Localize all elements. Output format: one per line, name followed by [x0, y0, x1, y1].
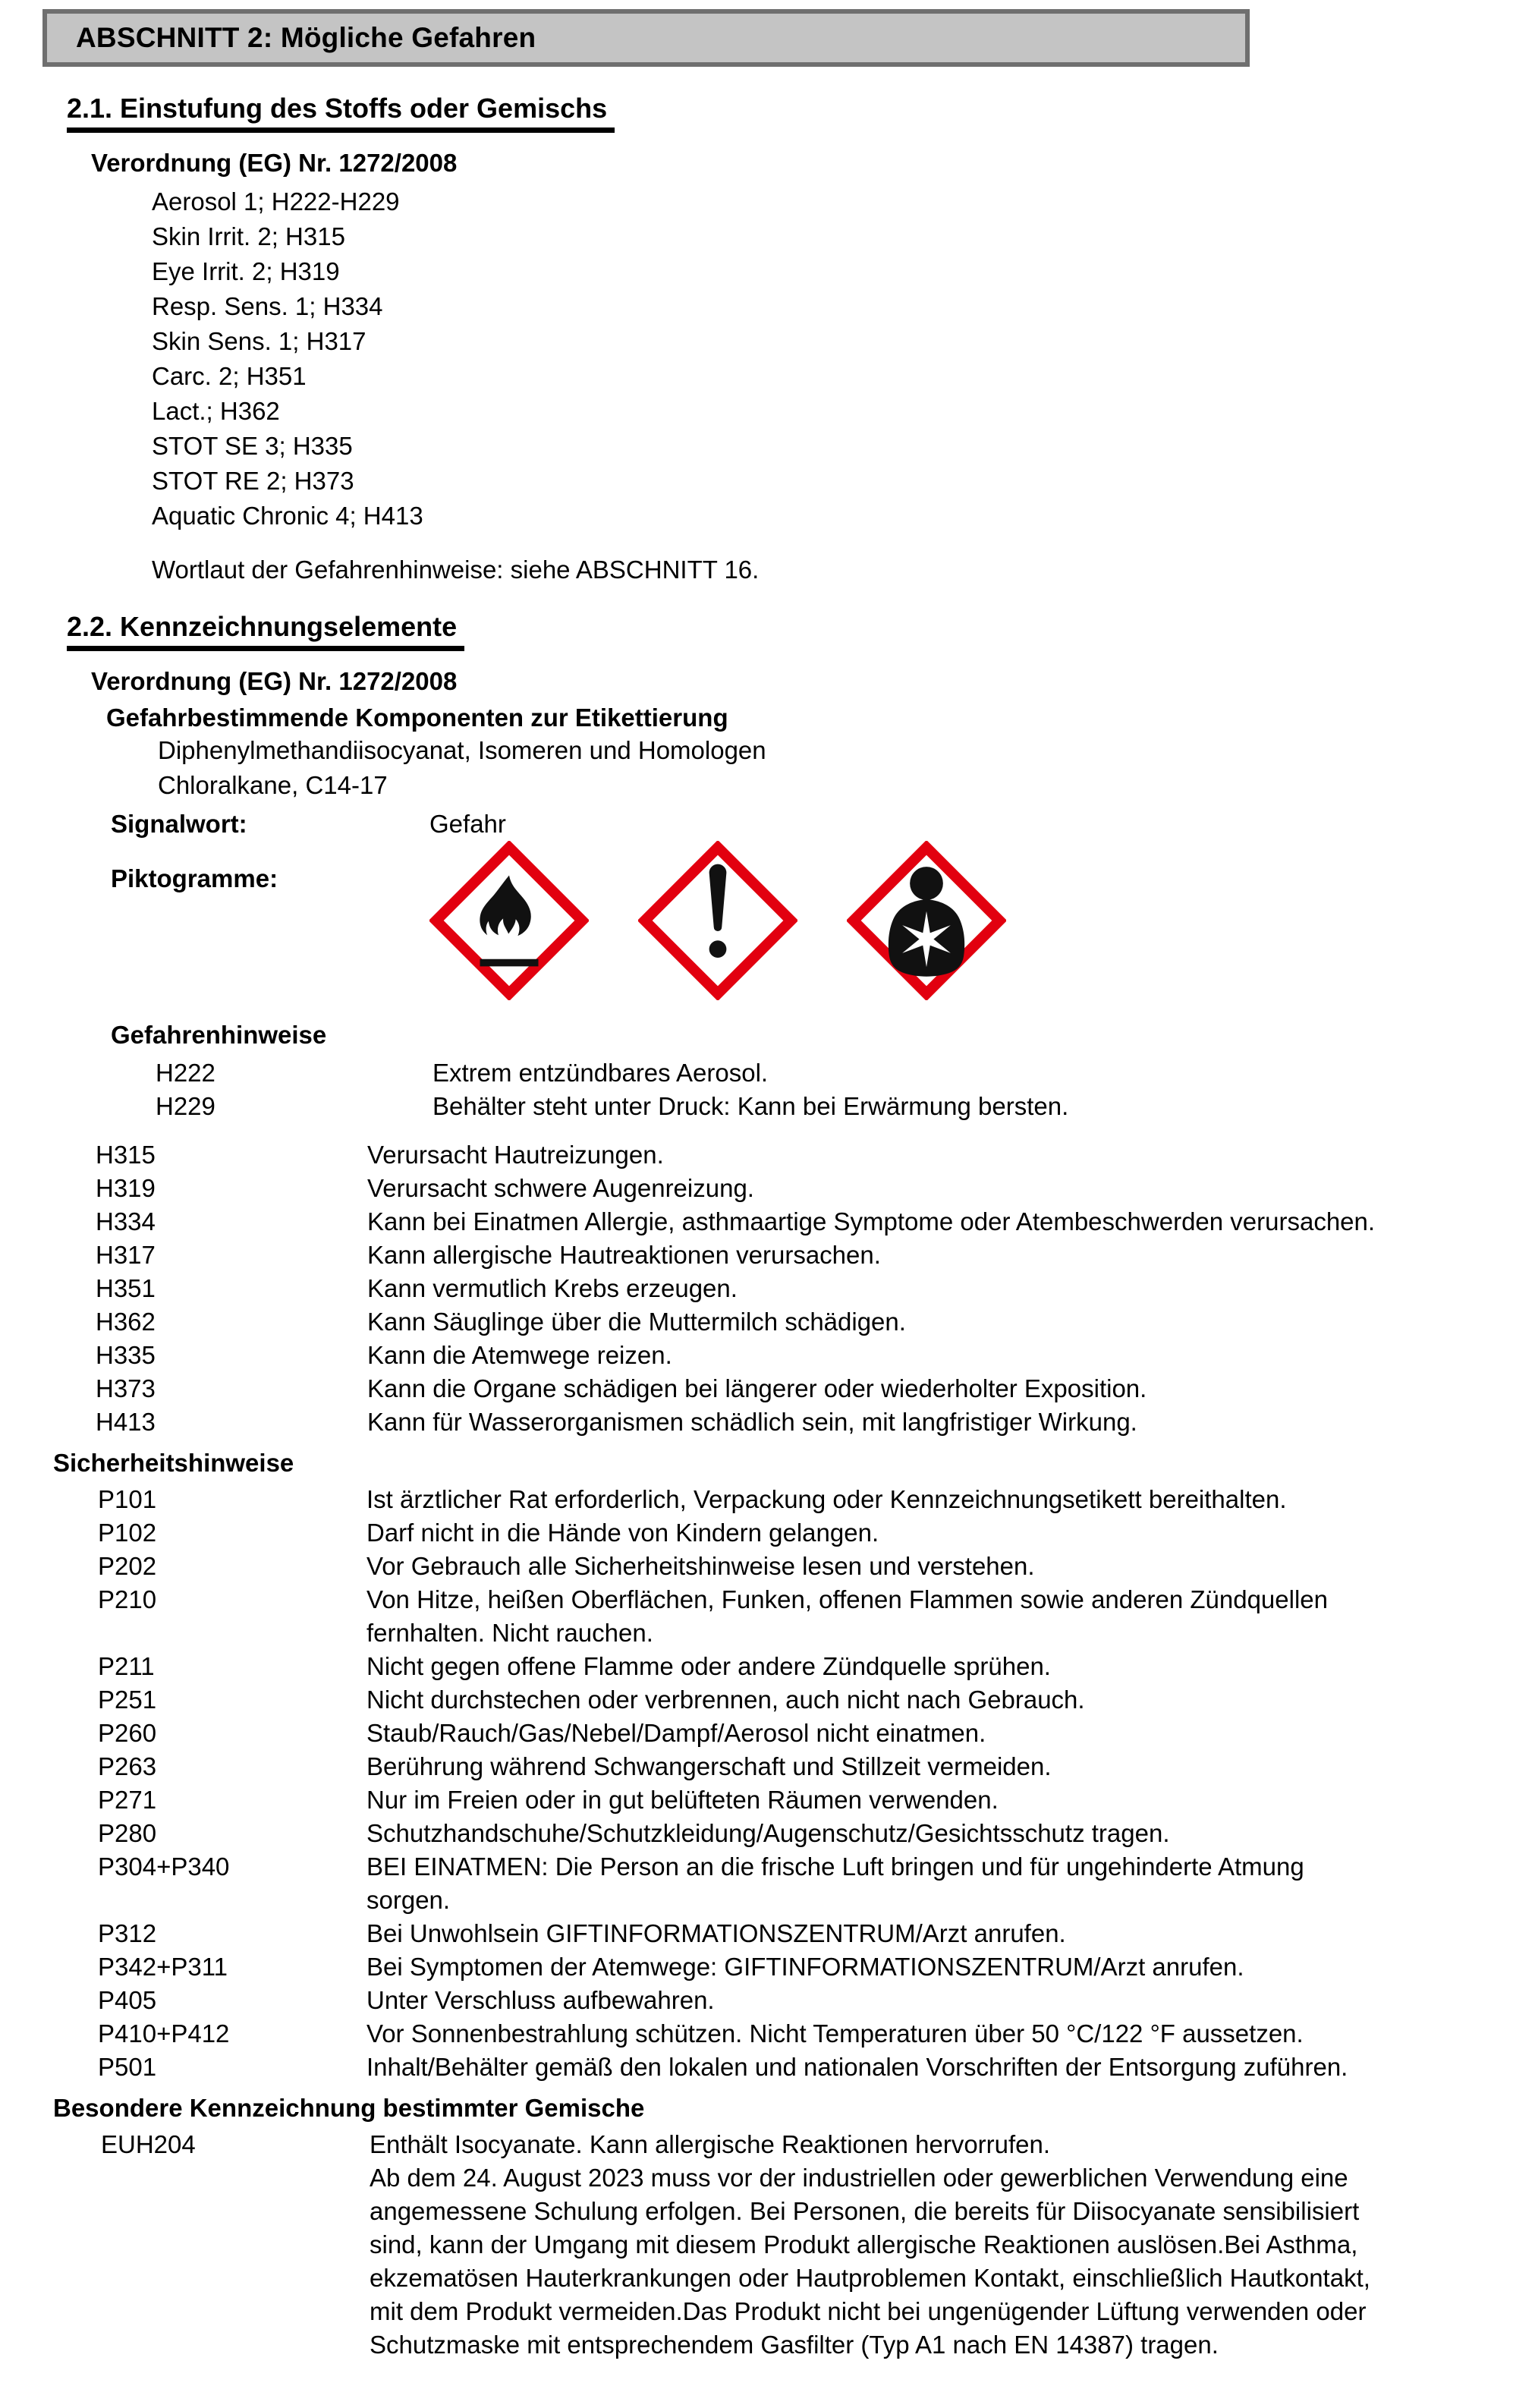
classification-row	[152, 289, 1535, 324]
statement-code: P271	[98, 1786, 157, 1814]
statement-text: Bei Unwohlsein GIFTINFORMATIONSZENTRUM/Arzt anrufen.	[366, 1919, 1066, 1947]
statement-text: Kann für Wasserorganismen schädlich sein, mit langfristiger Wirkung.	[367, 1408, 1137, 1436]
statement-text: Kann die Atemwege reizen.	[367, 1341, 672, 1369]
statement-text: Verursacht schwere Augenreizung.	[367, 1174, 754, 1202]
classification-text: Aquatic Chronic 4; H413	[152, 502, 423, 530]
statement-text: BEI EINATMEN: Die Person an die frische Luft bringen und für ungehinderte Atmung sorgen.	[366, 1852, 1304, 1914]
statement-code: P410+P412	[98, 2019, 230, 2048]
precautionary-statement-row	[98, 1984, 1535, 2017]
classification-row	[152, 464, 1535, 499]
special-statement-row	[101, 2128, 1535, 2362]
precautionary-statement-row	[98, 1917, 1535, 1950]
statement-code: P405	[98, 1986, 157, 2014]
statement-text: Bei Symptomen der Atemwege: GIFTINFORMATIONSZENTRUM/Arzt anrufen.	[366, 1953, 1244, 1981]
hazard-statement-row	[96, 1339, 1535, 1372]
precautionary-statement-row	[98, 1850, 1535, 1917]
precautionary-statements-heading: Sicherheitshinweise	[53, 1449, 294, 1477]
statement-text: Vor Sonnenbestrahlung schützen. Nicht Temperaturen über 50 °C/122 °F aussetzen.	[366, 2019, 1304, 2048]
statement-code: P210	[98, 1585, 157, 1613]
hazard-statement-row	[96, 1305, 1535, 1339]
primary-hazard-statement-list	[156, 1056, 1535, 1123]
precautionary-statement-row	[98, 1650, 1535, 1683]
labelling-components-list	[158, 733, 1535, 803]
section-header-title: ABSCHNITT 2: Mögliche Gefahren	[76, 22, 536, 53]
statement-text	[370, 2128, 1394, 2362]
classification-text: Lact.; H362	[152, 397, 280, 425]
pictograms-row	[111, 841, 1535, 1000]
regulation-heading-2-1: Verordnung (EG) Nr. 1272/2008	[91, 149, 458, 177]
statement-text: Extrem entzündbares Aerosol.	[433, 1059, 769, 1087]
signal-word-row	[111, 809, 1535, 839]
statement-code: H229	[156, 1092, 215, 1120]
precautionary-statement-row	[98, 2051, 1535, 2084]
statement-text: Verursacht Hautreizungen.	[367, 1141, 664, 1169]
classification-row	[152, 499, 1535, 534]
subsection-2-2-heading: 2.2. Kennzeichnungselemente	[67, 611, 464, 651]
classification-text: STOT RE 2; H373	[152, 467, 354, 495]
labelling-component-row	[158, 768, 1535, 803]
labelling-components-heading: Gefahrbestimmende Komponenten zur Etikettierung	[106, 704, 728, 732]
signal-word-label: Signalwort:	[111, 810, 247, 838]
precautionary-statement-row	[98, 1783, 1535, 1817]
statement-text: Kann Säuglinge über die Muttermilch schädigen.	[367, 1308, 906, 1336]
hazard-statement-row	[96, 1239, 1535, 1272]
statement-code: H315	[96, 1141, 156, 1169]
statement-text-line: Ab dem 24. August 2023 muss vor der industriellen oder gewerblichen Verwendung eine angemessene Schulung erfolgen. Bei Personen, die bereits für Diisocyanate sensibilisiert sind, kann der Umgang mit diesem Produkt allergische Reaktionen auslösen.Bei Asthma, ekzematösen Hauterkrankungen oder Hautproblemen Kontakt, einschließlich Hautkontakt, mit dem Produkt vermeiden.Das Produkt nicht bei ungenügender Lüftung verwenden oder Schutzmaske mit entsprechendem Gasfilter (Typ A1 nach EN 14387) tragen.	[370, 2164, 1370, 2359]
subsection-2-1-heading: 2.1. Einstufung des Stoffs oder Gemischs	[67, 93, 615, 133]
statement-text: Kann vermutlich Krebs erzeugen.	[367, 1274, 738, 1302]
precautionary-statement-row	[98, 1750, 1535, 1783]
hazard-statement-row	[156, 1056, 1535, 1090]
precautionary-statement-row	[98, 1950, 1535, 1984]
statement-code: P312	[98, 1919, 157, 1947]
statement-code: P280	[98, 1819, 157, 1847]
precautionary-statement-row	[98, 1817, 1535, 1850]
hazard-statement-row	[96, 1205, 1535, 1239]
classification-row	[152, 429, 1535, 464]
hazard-statement-row	[96, 1172, 1535, 1205]
statement-code: P260	[98, 1719, 157, 1747]
hazard-statement-row	[96, 1372, 1535, 1405]
signal-word-value: Gefahr	[429, 810, 506, 838]
statement-code: P202	[98, 1552, 157, 1580]
classification-text: Resp. Sens. 1; H334	[152, 292, 383, 320]
statement-text: Kann die Organe schädigen bei längerer oder wiederholter Exposition.	[367, 1374, 1147, 1402]
precautionary-statement-row	[98, 1550, 1535, 1583]
precautionary-statement-row	[98, 1717, 1535, 1750]
health-hazard-pictogram-icon	[847, 841, 1006, 1000]
document-page	[0, 9, 1535, 2408]
classification-text: Eye Irrit. 2; H319	[152, 257, 340, 285]
statement-text: Kann bei Einatmen Allergie, asthmaartige Symptome oder Atembeschwerden verursachen.	[367, 1207, 1376, 1235]
statement-text: Nicht gegen offene Flamme oder andere Zündquelle sprühen.	[366, 1652, 1051, 1680]
flame-pictogram-icon	[429, 841, 589, 1000]
sds-section-2	[0, 9, 1535, 2362]
precautionary-statement-row	[98, 1683, 1535, 1717]
statement-code: H319	[96, 1174, 156, 1202]
statement-code: P101	[98, 1485, 157, 1513]
exclamation-mark-pictogram-icon	[638, 841, 797, 1000]
statement-text: Kann allergische Hautreaktionen verursachen.	[367, 1241, 881, 1269]
precautionary-statement-row	[98, 1583, 1535, 1650]
classification-row	[152, 184, 1535, 219]
precautionary-statement-row	[98, 1483, 1535, 1516]
statement-text: Von Hitze, heißen Oberflächen, Funken, offenen Flammen sowie anderen Zündquellen fernhalten. Nicht rauchen.	[366, 1585, 1329, 1647]
statement-code: H335	[96, 1341, 156, 1369]
precautionary-statement-row	[98, 2017, 1535, 2051]
labelling-component-text: Diphenylmethandiisocyanat, Isomeren und Homologen	[158, 736, 766, 764]
precautionary-statement-row	[98, 1516, 1535, 1550]
statement-code: P251	[98, 1686, 157, 1714]
statement-text-line: Enthält Isocyanate. Kann allergische Reaktionen hervorrufen.	[370, 2130, 1051, 2158]
classification-text: Skin Sens. 1; H317	[152, 327, 366, 355]
hazard-statements-heading: Gefahrenhinweise	[111, 1021, 327, 1049]
labelling-component-row	[158, 733, 1535, 768]
statement-code: P263	[98, 1752, 157, 1780]
classification-row	[152, 219, 1535, 254]
special-statement-list	[101, 2128, 1535, 2362]
statement-code: H413	[96, 1408, 156, 1436]
statement-code: P211	[98, 1652, 155, 1680]
classification-text: STOT SE 3; H335	[152, 432, 353, 460]
classification-row	[152, 394, 1535, 429]
regulation-heading-2-2: Verordnung (EG) Nr. 1272/2008	[91, 667, 458, 695]
statement-text: Ist ärztlicher Rat erforderlich, Verpackung oder Kennzeichnungsetikett bereithalten.	[366, 1485, 1287, 1513]
statement-text: Behälter steht unter Druck: Kann bei Erwärmung bersten.	[433, 1092, 1069, 1120]
statement-text: Berührung während Schwangerschaft und Stillzeit vermeiden.	[366, 1752, 1052, 1780]
statement-text: Staub/Rauch/Gas/Nebel/Dampf/Aerosol nicht einatmen.	[366, 1719, 986, 1747]
hazard-statement-row	[96, 1405, 1535, 1439]
precautionary-statement-list	[98, 1483, 1535, 2084]
statement-text: Inhalt/Behälter gemäß den lokalen und nationalen Vorschriften der Entsorgung zuführen.	[366, 2053, 1348, 2081]
classification-row	[152, 254, 1535, 289]
hazard-statement-row	[156, 1090, 1535, 1123]
statement-code: H317	[96, 1241, 156, 1269]
statement-text: Schutzhandschuhe/Schutzkleidung/Augenschutz/Gesichtsschutz tragen.	[366, 1819, 1170, 1847]
statement-code: P501	[98, 2053, 157, 2081]
statement-code: P102	[98, 1519, 157, 1547]
statement-text: Darf nicht in die Hände von Kindern gelangen.	[366, 1519, 879, 1547]
classification-list	[152, 184, 1535, 534]
statement-code: P342+P311	[98, 1953, 228, 1981]
statement-code: H351	[96, 1274, 156, 1302]
pictograms-label: Piktogramme:	[111, 864, 278, 892]
statement-code: H334	[96, 1207, 156, 1235]
statement-code: EUH204	[101, 2130, 196, 2158]
statement-text: Unter Verschluss aufbewahren.	[366, 1986, 715, 2014]
statement-text: Nicht durchstechen oder verbrennen, auch nicht nach Gebrauch.	[366, 1686, 1085, 1714]
classification-text: Aerosol 1; H222-H229	[152, 187, 400, 216]
statement-code: P304+P340	[98, 1852, 230, 1881]
classification-row	[152, 359, 1535, 394]
statement-code: H362	[96, 1308, 156, 1336]
labelling-component-text: Chloralkane, C14-17	[158, 771, 388, 799]
statement-text: Nur im Freien oder in gut belüfteten Räumen verwenden.	[366, 1786, 999, 1814]
statement-text: Vor Gebrauch alle Sicherheitshinweise lesen und verstehen.	[366, 1552, 1035, 1580]
special-labelling-heading: Besondere Kennzeichnung bestimmter Gemische	[53, 2094, 645, 2122]
classification-text: Carc. 2; H351	[152, 362, 307, 390]
hazard-statement-list	[96, 1138, 1535, 1439]
statement-code: H222	[156, 1059, 215, 1087]
section-header-bar	[42, 9, 1250, 67]
hazard-wording-note: Wortlaut der Gefahrenhinweise: siehe ABSCHNITT 16.	[152, 556, 760, 584]
hazard-statement-row	[96, 1272, 1535, 1305]
classification-row	[152, 324, 1535, 359]
statement-code: H373	[96, 1374, 156, 1402]
hazard-statement-row	[96, 1138, 1535, 1172]
classification-text: Skin Irrit. 2; H315	[152, 222, 345, 250]
